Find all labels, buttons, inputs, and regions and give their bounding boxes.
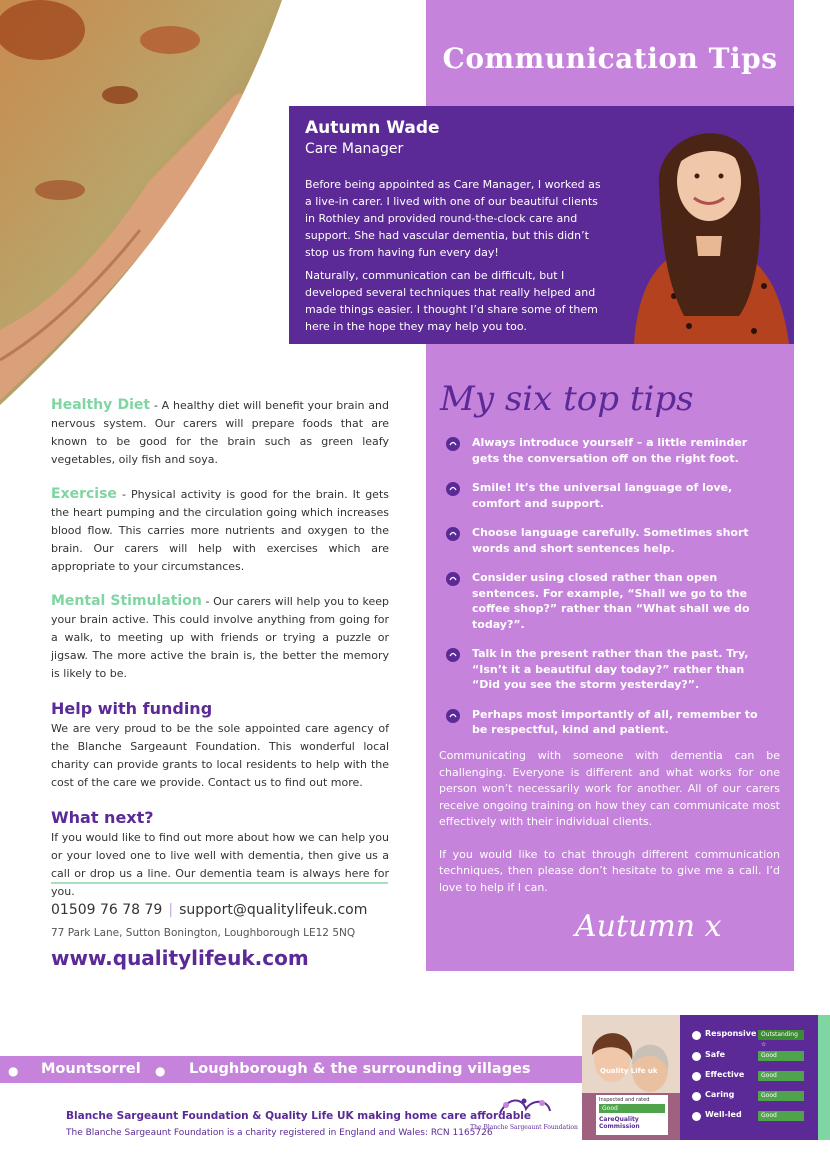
- check-icon: [692, 1031, 701, 1040]
- contact-line: [51, 902, 367, 918]
- svg-text:Autumn x: Autumn x: [575, 909, 722, 944]
- bullet-icon: ●: [155, 1064, 166, 1078]
- cqc-brand: Quality Life uk: [600, 1067, 658, 1075]
- cqc-inspected-label: Inspected and rated: [599, 1097, 650, 1103]
- check-icon: [692, 1092, 701, 1101]
- tip-text: Smile! It’s the universal language of love, comfort and support.: [472, 481, 733, 510]
- tip-text: Perhaps most importantly of all, remember to be respectful, kind and patient.: [472, 707, 758, 736]
- left-column: [51, 396, 389, 917]
- divider: [51, 882, 388, 884]
- hero-photo: [0, 0, 300, 410]
- area-item: Mountsorrel: [41, 1061, 141, 1077]
- cqc-row-rating: Good: [758, 1111, 804, 1121]
- tip-item: [446, 570, 776, 632]
- closing-paragraph: If you would like to chat through different communication techniques, then please don’t hesitate to give me a call. I’d love to help if I can.: [439, 847, 780, 894]
- brain-icon: [446, 709, 460, 723]
- exercise-lead: Exercise: [51, 486, 117, 502]
- cqc-logo: CareQuality Commission: [599, 1116, 640, 1130]
- healthy-diet-lead: Healthy Diet: [51, 397, 151, 413]
- bio-paragraph: Naturally, communication can be difficult, but I developed several techniques that really helped and made things easier. I thought I’d share some of them here in the hope they may help you too.: [305, 269, 598, 333]
- cqc-row-rating: Good: [758, 1091, 804, 1101]
- brain-icon: [446, 482, 460, 496]
- cqc-row-rating: Good: [758, 1071, 804, 1081]
- portrait-photo: [614, 106, 794, 344]
- cqc-row-label: Caring: [705, 1090, 735, 1099]
- tip-text: Consider using closed rather than open sentences. For example, “Shall we go to the coffee shop?” rather than “What shall we do today?”.: [472, 571, 750, 631]
- accent-stripe: [818, 1015, 830, 1140]
- cqc-row-caring: [692, 1090, 817, 1104]
- cqc-row-rating: Good: [758, 1051, 804, 1061]
- cqc-row-effective: [692, 1070, 817, 1084]
- exercise-text: - Physical activity is good for the brain. It gets the heart pumping and the circulation going which increases blood flow. This carries more nutrients and oxygen to the brain. Our carers will help with exercises which are appropriate to your circumstances.: [51, 488, 389, 573]
- tip-item: [446, 646, 776, 693]
- brain-icon: [446, 648, 460, 662]
- healthy-diet-paragraph: [51, 396, 389, 469]
- phone-number[interactable]: 01509 76 78 79: [51, 902, 163, 918]
- brain-icon: [446, 527, 460, 541]
- signature: [565, 892, 745, 964]
- email-link[interactable]: support@qualitylifeuk.com: [179, 902, 368, 918]
- check-icon: [692, 1072, 701, 1081]
- area-item: Loughborough & the surrounding villages: [189, 1061, 531, 1077]
- cqc-logo-box: [596, 1095, 668, 1135]
- cqc-overall-rating: Good: [599, 1104, 665, 1113]
- tip-text: Choose language carefully. Sometimes short words and short sentences help.: [472, 526, 749, 555]
- cqc-row-label: Responsive: [705, 1029, 757, 1038]
- page-title: Communication Tips: [442, 42, 778, 75]
- address: 77 Park Lane, Sutton Bonington, Loughborough LE12 5NQ: [51, 927, 356, 939]
- cqc-row-label: Well-led: [705, 1110, 742, 1119]
- brain-icon: [446, 437, 460, 451]
- healthy-diet-text: - A healthy diet will benefit your brain and nervous system. Our carers will prepare foods that are known to be good for the brain such as green leafy vegetables, oily fish and soya.: [51, 399, 389, 466]
- tip-text: Always introduce yourself – a little reminder gets the conversation off on the right foot.: [472, 436, 748, 465]
- bio-text: [305, 176, 605, 341]
- check-icon: [692, 1052, 701, 1061]
- check-icon: [692, 1112, 701, 1121]
- bio-role: Care Manager: [305, 141, 404, 157]
- cqc-row-label: Effective: [705, 1070, 745, 1079]
- funding-heading: Help with funding: [51, 699, 213, 718]
- mental-stimulation-lead: Mental Stimulation: [51, 593, 202, 609]
- separator: |: [168, 902, 174, 918]
- what-next-text: If you would like to find out more about how we can help you or your loved one to live well with dementia, then give us a call or drop us a line. Our dementia team is always here for you.: [51, 831, 389, 898]
- funding-text: We are very proud to be the sole appointed care agency of the Blanche Sargeaunt Foundation. This wonderful local charity can provide grants to local residents to help with the cost of the care we provide. Contact us to find out more.: [51, 722, 389, 789]
- website-link[interactable]: www.qualitylifeuk.com: [51, 946, 309, 970]
- tip-item: [446, 435, 776, 466]
- foundation-logo: [470, 1095, 578, 1141]
- what-next-heading: What next?: [51, 808, 154, 827]
- bullet-icon: ●: [8, 1064, 19, 1078]
- cqc-row-label: Safe: [705, 1050, 726, 1059]
- tip-item: [446, 525, 776, 556]
- tips-heading: [440, 366, 710, 426]
- bio-box: [289, 106, 794, 344]
- cqc-rating-badge: [582, 1015, 830, 1140]
- closing-text: [439, 748, 780, 912]
- svg-text:My six top tips: My six top tips: [440, 379, 694, 419]
- footer-note: The Blanche Sargeaunt Foundation is a charity registered in England and Wales: RCN 1165726: [66, 1128, 493, 1138]
- bio-name: Autumn Wade: [305, 118, 440, 138]
- mental-stimulation-paragraph: [51, 592, 389, 683]
- exercise-paragraph: [51, 485, 389, 576]
- brain-icon: [446, 572, 460, 586]
- cqc-row-safe: [692, 1050, 817, 1064]
- cqc-row-responsive: [692, 1029, 817, 1048]
- closing-paragraph: Communicating with someone with dementia can be challenging. Everyone is different and what works for one person won’t necessarily work for another. All of our carers receive ongoing training on how they can communicate most effectively with their individual clients.: [439, 749, 780, 828]
- cqc-row-well-led: [692, 1110, 817, 1124]
- footer-title: Blanche Sargeaunt Foundation & Quality Life UK making home care affordable: [66, 1110, 532, 1122]
- tips-list: [446, 435, 776, 738]
- mental-stimulation-text: - Our carers will help you to keep your brain active. This could involve anything from going for a walk, to meeting up with friends or trying a puzzle or jigsaw. The more active the brain is, the better the memory is likely to be.: [51, 595, 389, 680]
- tip-text: Talk in the present rather than the past. Try, “Isn’t it a beautiful day today?” rather than “Did you see the storm yesterday?”.: [472, 647, 749, 691]
- bio-paragraph: Before being appointed as Care Manager, I worked as a live-in carer. I lived with one of our beautiful clients in Rothley and provided round-the-clock care and support. She had vascular dementia, but this didn’t stop us from having fun every day!: [305, 178, 601, 259]
- svg-text:The Blanche Sargeaunt Foundati: The Blanche Sargeaunt Foundation: [470, 1124, 578, 1131]
- cqc-row-rating: Outstanding ☆: [758, 1030, 804, 1040]
- tip-item: [446, 707, 776, 738]
- tip-item: [446, 480, 776, 511]
